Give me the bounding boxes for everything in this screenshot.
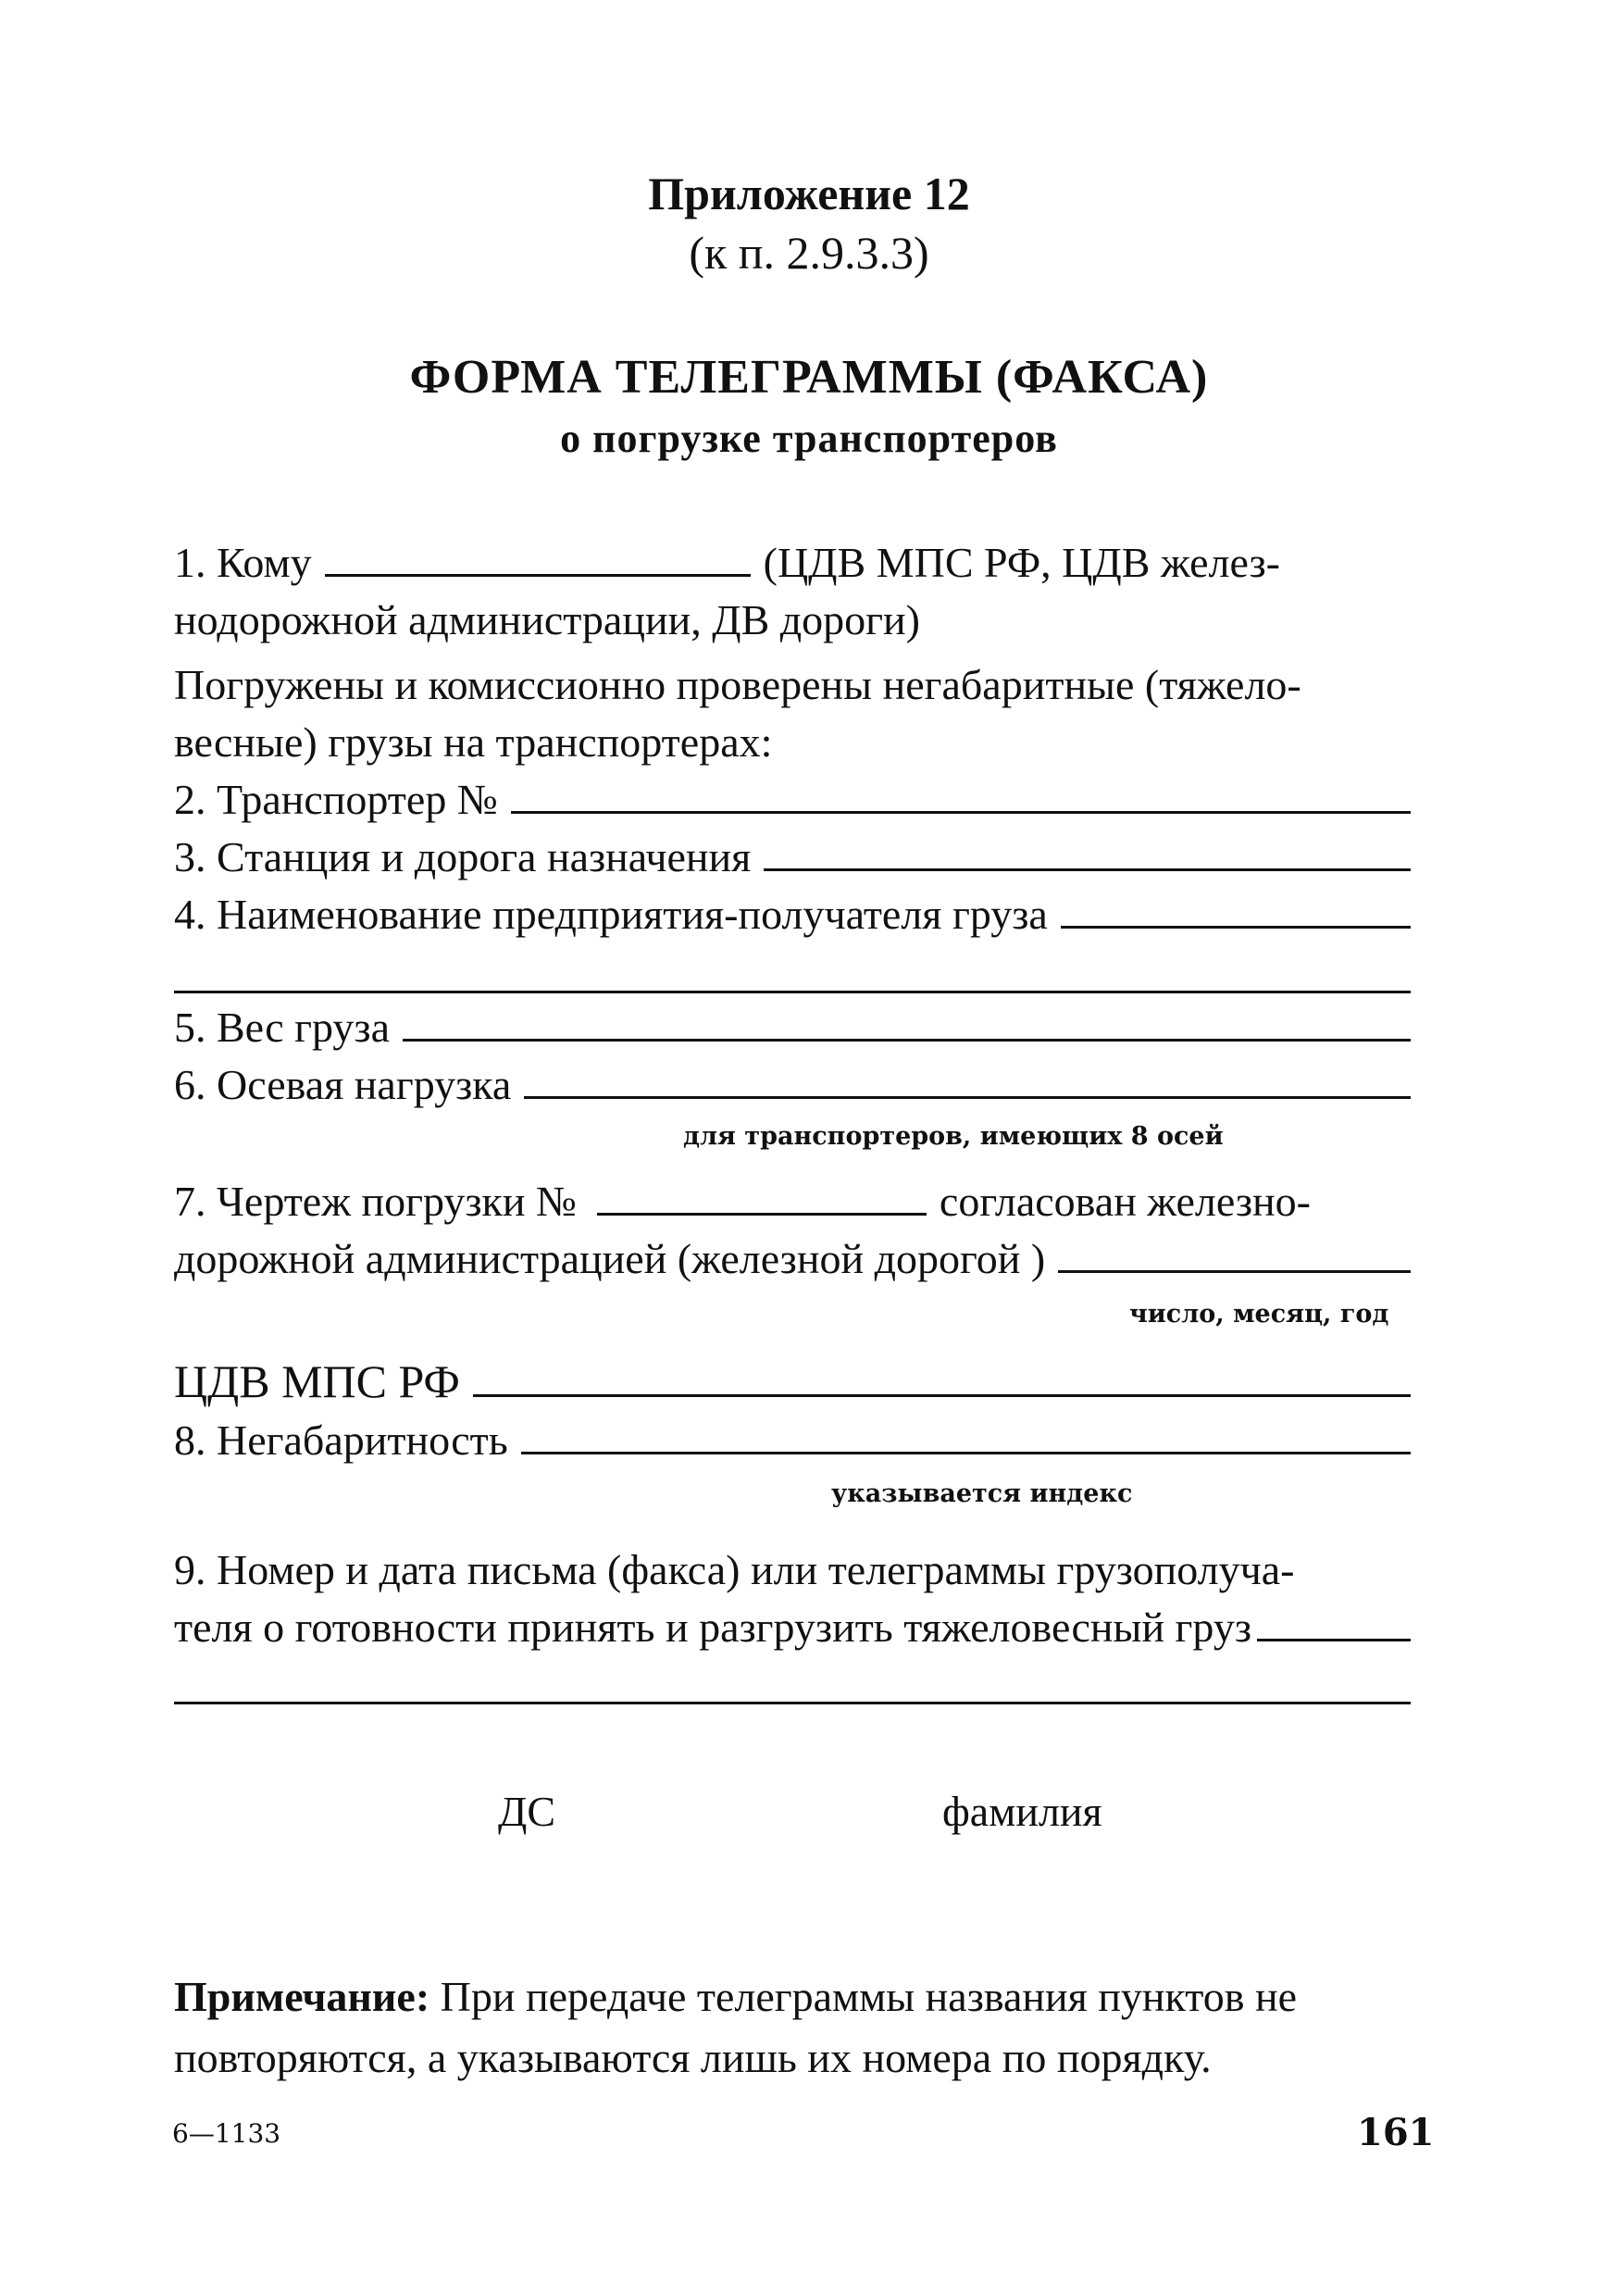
page-number: 161 — [1357, 2111, 1435, 2154]
form-title: ФОРМА ТЕЛЕГРАММЫ (ФАКСА) — [409, 351, 1209, 404]
item-7-continuation: дорожной администрацией (железной дорогой ) — [174, 1235, 1046, 1282]
signature-ds: ДС — [498, 1788, 556, 1835]
form-subtitle: о погрузке транспортеров — [560, 416, 1058, 461]
item-7-label: 7. Чертеж погрузки № — [174, 1178, 577, 1225]
appendix-title: Приложение 12 — [648, 168, 970, 219]
item-6-label: 6. Осевая нагрузка — [174, 1061, 512, 1108]
note — [174, 1966, 1411, 2089]
item-7-hint: число, месяц, год — [1129, 1300, 1389, 1329]
item-1-label: 1. Кому — [174, 539, 312, 586]
item-8-blank[interactable] — [521, 1415, 1411, 1454]
item-1-suffix: (ЦДВ МПС РФ, ЦДВ желез- — [763, 539, 1280, 586]
item-4-blank[interactable] — [1061, 889, 1411, 929]
item-6-hint: для транспортеров, имеющих 8 осей — [683, 1122, 1224, 1151]
item-6-row — [174, 1057, 1411, 1113]
intro-line-1: Погружены и комиссионно проверены негабаритные (тяжело- — [174, 661, 1301, 708]
item-7-row — [174, 1174, 1411, 1229]
item-9-extra-line[interactable] — [174, 1702, 1411, 1704]
cdv-row — [174, 1354, 1411, 1409]
item-9-blank[interactable] — [1257, 1602, 1411, 1641]
item-4-extra-line[interactable] — [174, 991, 1411, 993]
item-8-hint: указывается индекс — [831, 1479, 1133, 1508]
item-4-row — [174, 887, 1411, 942]
note-text: При передаче телеграммы названия пунктов не повторяются, а указываются лишь их номера по порядку. — [174, 1973, 1298, 2081]
item-7-blank[interactable] — [597, 1176, 927, 1216]
cdv-blank[interactable] — [473, 1357, 1411, 1397]
item-8-row — [174, 1413, 1411, 1468]
item-2-row — [174, 772, 1411, 828]
item-8-label: 8. Негабаритность — [174, 1416, 508, 1464]
item-5-row — [174, 1000, 1411, 1055]
item-3-blank[interactable] — [764, 831, 1411, 871]
item-6-blank[interactable] — [524, 1059, 1411, 1099]
item-2-blank[interactable] — [511, 774, 1411, 814]
item-7-suffix: согласован железно- — [939, 1178, 1311, 1225]
note-label: Примечание: — [174, 1973, 430, 2020]
item-5-blank[interactable] — [403, 1002, 1411, 1042]
item-9-row-2 — [174, 1600, 1411, 1655]
intro-line-2: весные) грузы на транспортерах: — [174, 718, 773, 766]
item-1-row — [174, 535, 1411, 591]
item-4-label: 4. Наименование предприятия-получателя груза — [174, 891, 1048, 938]
appendix-reference: (к п. 2.9.3.3) — [689, 227, 929, 279]
cdv-label: ЦДВ МПС РФ — [174, 1355, 460, 1407]
item-3-row — [174, 830, 1411, 885]
item-9-line-1: 9. Номер и дата письма (факса) или телеграммы грузополуча- — [174, 1546, 1295, 1593]
item-3-label: 3. Станция и дорога назначения — [174, 833, 752, 880]
item-1-continuation: нодорожной администрации, ДВ дороги) — [174, 596, 920, 643]
footer-print-code: 6—1133 — [172, 2118, 281, 2149]
item-7-date-blank[interactable] — [1058, 1233, 1411, 1273]
item-1-blank[interactable] — [325, 537, 751, 577]
item-9-line-2: теля о готовности принять и разгрузить тяжеловесный груз — [174, 1603, 1251, 1651]
signature-surname: фамилия — [942, 1788, 1102, 1835]
item-5-label: 5. Вес груза — [174, 1004, 391, 1051]
item-7-date-row — [174, 1231, 1411, 1287]
item-2-label: 2. Транспортер № — [174, 776, 498, 823]
